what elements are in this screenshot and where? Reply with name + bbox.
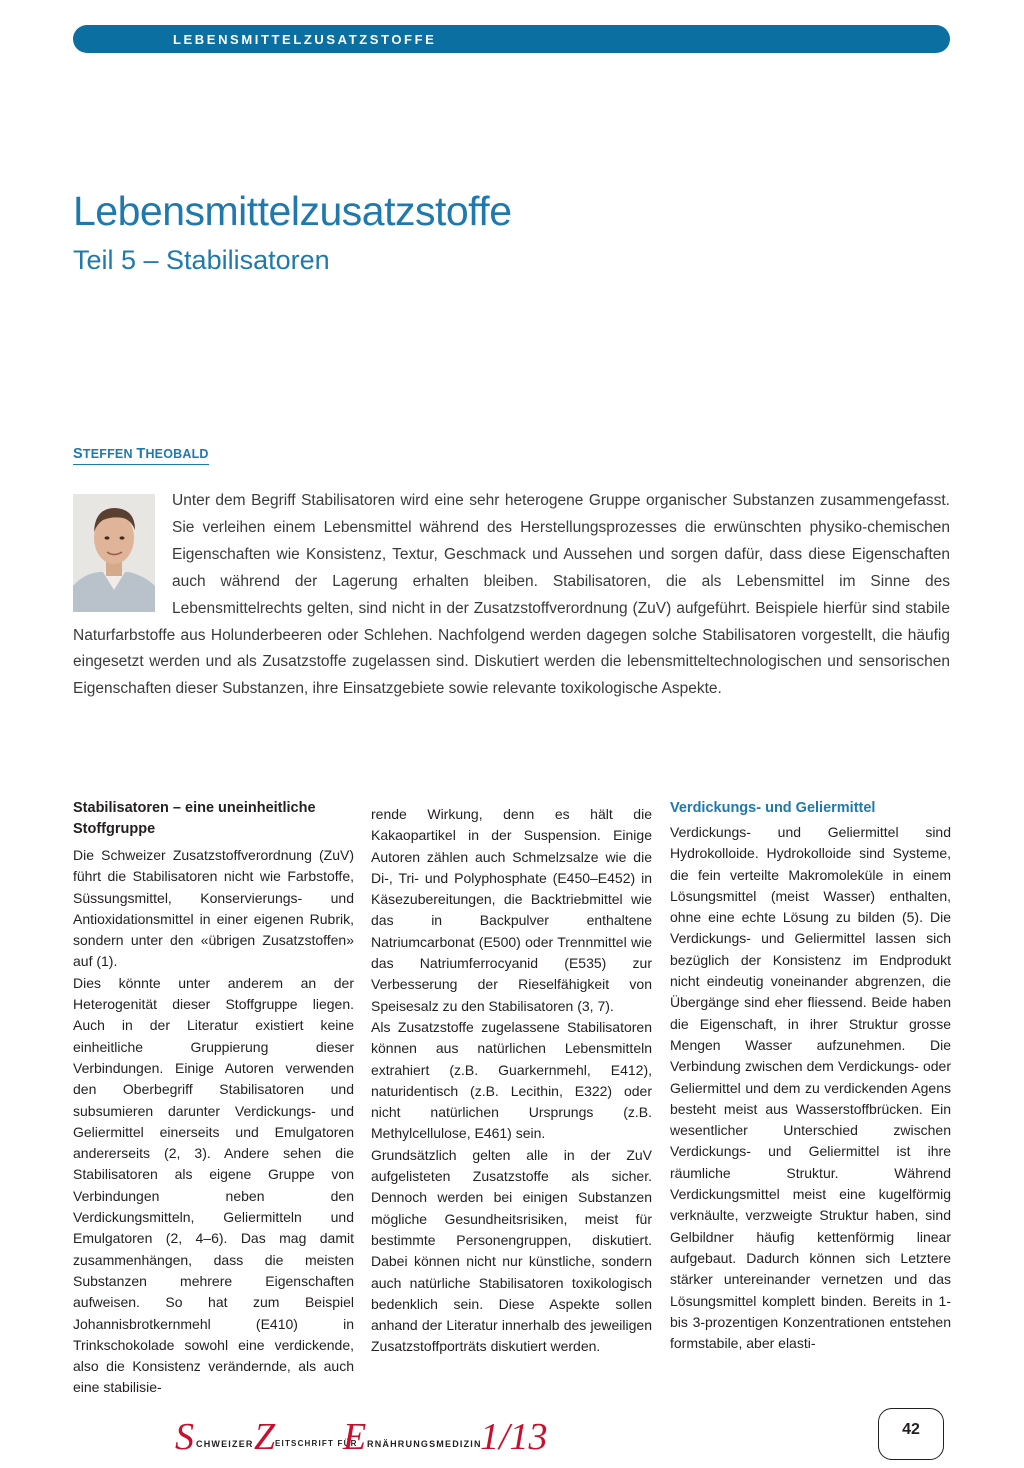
- logo-word-1: CHWEIZER: [196, 1439, 254, 1449]
- section-header-label: LEBENSMITTELZUSATZSTOFFE: [173, 32, 437, 47]
- article-abstract: [73, 488, 950, 703]
- section-header-bar: [73, 25, 950, 53]
- page-number-box: [878, 1408, 944, 1460]
- column-2: [371, 804, 652, 1358]
- paragraph: Dies könnte unter anderem an der Heterogenität dieser Stoffgruppe liegen. Auch in der Literatur existiert keine einheitliche Gruppierung dieser Verbindungen. Einige Autoren verwenden den Oberbegriff Stabilisatoren und subsumieren darunter Verdickungs- und Geliermittel einerseits und Emulgatoren andererseits (2, 3). Andere sehen die Stabilisatoren als eigene Gruppe von Verbindungen neben den Verdickungsmitteln, Geliermitteln und Emulgatoren (2, 4–6). Das mag damit zusammenhängen, dass die meisten Substanzen mehrere Eigenschaften aufweisen. So hat zum Beispiel Johannisbrotkernmehl (E410) in Trinkschokolade sowohl eine verdickende, also die Konsistenz verändernde, als auch eine stabilisie-: [73, 974, 354, 1396]
- abstract-text: Unter dem Begriff Stabilisatoren wird eine sehr heterogene Gruppe organischer Substanzen zusammengefasst. Sie verleihen einem Lebensmittel während des Herstellungsprozesses die erwünschten physiko-chemischen Eigenschaften wie Konsistenz, Textur, Geschmack und Aussehen und sorgen dafür, dass diese Eigenschaften auch während der Lagerung erhalten bleiben. Stabilisatoren, die als Lebensmittel im Sinne des Lebensmittelrechts gelten, sind nicht in der Zusatzstoffverordnung (ZuV) aufgeführt. Beispiele hierfür sind stabile Naturfarbstoffe aus Holunderbeeren oder Schlehen. Nachfolgend werden dagegen solche Stabilisatoren vorgestellt, die häufig eingesetzt werden und als Zusatzstoffe zugelassen sind. Diskutiert werden die lebensmitteltechnologischen und sensorischen Eigenschaften dieser Substanzen, ihre Einsatzgebiete sowie relevante toxikologische Aspekte.: [73, 492, 950, 698]
- paragraph: Verdickungs- und Geliermittel sind Hydrokolloide. Hydrokolloide sind Systeme, die fein verteilte Makromoleküle in einem Lösungsmittel (meist Wasser) enthalten, ohne eine echte Lösung zu bilden (5). Die Verdickungs- und Geliermittel lassen sich bezüglich der Konsistenz im Endprodukt nicht eindeutig voneinander abgrenzen, die Übergänge sind eher fliessend. Beide haben die Eigenschaft, in ihrer Struktur grosse Mengen Wasser aufzunehmen. Die Verbindung zwischen dem Verdickungs- oder Geliermittel und dem zu verdickenden Agens besteht meist aus Wasserstoffbrücken. Ein wesentlicher Unterschied zwischen Verdickungs- und Geliermittel ist ihre räumliche Struktur. Während Verdickungsmittel meist eine kugelförmig verknäulte, verzweigte Struktur haben, sind Gelbildner häufig kettenförmig linear aufgebaut. Dadurch können sich Letztere stärker untereinander vernetzen und das Lösungsmittel komplett binden. Bereits in 1- bis 3-prozentigen Konzentrationen entstehen formstabile, aber elasti-: [670, 824, 951, 1352]
- author-first-rest: TEFFEN: [82, 447, 133, 461]
- logo-word-3: RNÄHRUNGSMEDIZIN: [367, 1439, 482, 1449]
- paragraph: Als Zusatzstoffe zugelassene Stabilisatoren können aus natürlichen Lebensmitteln extrahiert (z.B. Guarkernmehl, E412), naturidentisch (z.B. Lecithin, E322) oder nicht natürlichen Ursprungs (z.B. Methylcellulose, E461) sein.: [371, 1018, 652, 1142]
- paragraph: rende Wirkung, denn es hält die Kakaopartikel in der Suspension. Einige Autoren zählen auch Schmelzsalze wie die Di-, Tri- und Polyphosphate (E450–E452) in Käsezubereitungen, die Backtriebmittel wie das in Backpulver enthaltene Natriumcarbonat (E500) oder Trennmittel wie das Natriumferrocyanid (E535) zur Verbesserung der Rieselfähigkeit von Speisesalz zu den Stabilisatoren (3, 7).: [371, 806, 652, 1014]
- logo-letter-s: S: [175, 1416, 194, 1458]
- column-3: [670, 798, 951, 1354]
- author-last-rest: HEOBALD: [145, 447, 209, 461]
- logo-word-2: EITSCHRIFT FÜR: [275, 1439, 358, 1448]
- logo-letter-e: E: [343, 1416, 367, 1458]
- author-first-initial: S: [73, 446, 83, 462]
- photo-spacer: [73, 488, 172, 616]
- page-number: 42: [902, 1421, 920, 1438]
- section-heading-stabilisatoren: Stabilisatoren – eine uneinheitliche Stoffgruppe: [73, 800, 316, 837]
- column-1: [73, 798, 354, 1399]
- author-last-initial: T: [136, 446, 146, 462]
- article-title: Lebensmittelzusatzstoffe: [73, 188, 512, 234]
- article-subtitle: Teil 5 – Stabilisatoren: [73, 245, 330, 275]
- paragraph: Die Schweizer Zusatzstoffverordnung (ZuV) führt die Stabilisatoren nicht wie Farbstoffe, Süssungsmittel, Konservierungs- und Antioxidationsmittel in einer eigenen Rubrik, sondern unter den «übrigen Zusatzstoffen» auf (1).: [73, 847, 354, 970]
- paragraph: Grundsätzlich gelten alle in der ZuV aufgelisteten Zusatzstoffe als sicher. Dennoch werden bei einigen Substanzen mögliche Gesundheitsrisiken, meist für bestimmte Personengruppen, diskutiert. Dabei können nicht nur künstliche, sondern auch natürliche Stabilisatoren toxikologisch bedenklich sein. Diese Aspekte sollen anhand der Literatur innerhalb des jeweiligen Zusatzstoffporträts diskutiert werden.: [371, 1146, 652, 1355]
- issue-number: 1/13: [480, 1416, 548, 1458]
- author-name: [73, 446, 209, 465]
- section-heading-verdickungsmittel: Verdickungs- und Geliermittel: [670, 800, 876, 816]
- logo-letter-z: Z: [254, 1416, 276, 1458]
